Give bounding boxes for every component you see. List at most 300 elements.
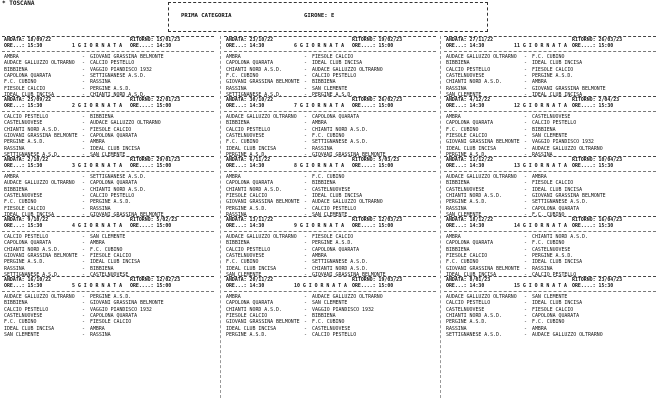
away-team: IDEAL CLUB INCISA <box>532 92 583 96</box>
home-team: BIBBIENA <box>446 246 470 253</box>
header-divider <box>224 111 436 112</box>
header-divider <box>2 231 214 232</box>
away-team: PERGINE A.S.D. <box>532 252 574 259</box>
match-separator: - <box>304 113 307 120</box>
away-team: GIOVANI GRASSINA BELMONTE <box>312 272 386 276</box>
away-team: PERGINE A.S.D. <box>312 240 354 247</box>
match-separator: - <box>82 152 85 156</box>
schedule-column-3 <box>444 36 656 336</box>
away-team: FIESOLE CALCIO <box>90 319 132 326</box>
home-team: CALCIO PESTELLO <box>446 66 491 73</box>
match-separator: - <box>82 325 85 332</box>
andata-time: ORE...: 14:30 <box>226 43 265 50</box>
away-team: RASSINA <box>90 205 111 212</box>
home-team: SAN CLEMENTE <box>446 212 482 216</box>
away-team: RASSINA <box>90 332 111 336</box>
home-team: CAPOLONA QUARATA <box>226 180 274 187</box>
andata-date: ANDATA: 11/12/22 <box>446 157 494 163</box>
giornata-row <box>444 223 656 229</box>
match-separator: - <box>524 92 527 96</box>
home-team: CALCIO PESTELLO <box>4 113 49 120</box>
match-separator: - <box>82 53 85 60</box>
away-team: CALCIO PESTELLO <box>90 192 135 199</box>
giornata-number: 10 G I O R N A T A <box>294 283 347 290</box>
andata-time: ORE...: 14:30 <box>446 103 485 110</box>
header-divider <box>224 291 436 292</box>
match-separator: - <box>82 180 85 187</box>
ritorno-date: RITORNO: 16/04/23 <box>572 217 623 223</box>
home-team: SAN CLEMENTE <box>446 92 482 96</box>
header-divider <box>2 111 214 112</box>
away-team: IDEAL CLUB INCISA <box>532 186 583 193</box>
match-separator: - <box>524 212 527 216</box>
match-separator: - <box>524 120 527 127</box>
match-row <box>2 332 214 336</box>
match-separator: - <box>524 60 527 67</box>
away-team: SAN CLEMENTE <box>312 300 348 307</box>
away-team: CAPOLONA QUARATA <box>312 113 360 120</box>
ritorno-date: RITORNO: 2/04/23 <box>572 97 620 103</box>
home-team: CALCIO PESTELLO <box>446 300 491 307</box>
giornata-row <box>224 283 436 289</box>
andata-time: ORE...: 15:30 <box>4 283 43 290</box>
away-team: IDEAL CLUB INCISA <box>90 259 141 266</box>
home-team: AMBRA <box>226 53 241 60</box>
home-team: CALCIO PESTELLO <box>226 246 271 253</box>
away-team: RASSINA <box>312 145 333 152</box>
home-team: CHIANTI NORD A.S.D. <box>226 186 282 193</box>
match-separator: - <box>304 186 307 193</box>
home-team: CALCIO PESTELLO <box>4 233 49 240</box>
match-separator: - <box>304 152 307 156</box>
home-team: SETTIGNANESE A.S.D. <box>446 332 502 336</box>
ritorno-time: ORE....: 14:30 <box>130 43 172 50</box>
away-team: F.C. CUBINO <box>532 53 565 60</box>
header-divider <box>224 231 436 232</box>
match-separator: - <box>524 152 527 156</box>
away-team: PERGINE A.S.D. <box>532 72 574 79</box>
andata-time: ORE...: 15:30 <box>4 103 43 110</box>
header-divider <box>444 231 656 232</box>
ritorno-date: RITORNO: 5/03/23 <box>352 157 400 163</box>
giornata-block <box>2 156 214 216</box>
match-separator: - <box>304 66 307 73</box>
away-team: FIESOLE CALCIO <box>532 180 574 187</box>
home-team: CASTELNUOVESE <box>446 186 485 193</box>
home-team: CASTELNUOVESE <box>4 312 43 319</box>
home-team: AUDACE GALLUZZO OLTRARNO <box>226 113 297 120</box>
giornata-number: 2 G I O R N A T A <box>72 103 123 110</box>
away-team: F.C. CUBINO <box>312 173 345 180</box>
ritorno-time: ORE....: 15:00 <box>130 223 172 230</box>
match-separator: - <box>524 132 527 139</box>
away-team: GIOVANI GRASSINA BELMONTE <box>90 300 164 307</box>
match-separator: - <box>524 300 527 307</box>
home-team: RASSINA <box>446 85 467 92</box>
home-team: CHIANTI NORD A.S.D. <box>446 192 502 199</box>
home-team: SETTIGNANESE A.S.D. <box>4 272 60 276</box>
match-separator: - <box>304 212 307 216</box>
home-team: AUDACE GALLUZZO OLTRARNO <box>4 293 75 300</box>
home-team: AMBRA <box>226 173 241 180</box>
match-separator: - <box>82 265 85 272</box>
andata-date: ANDATA: 27/11/22 <box>446 37 494 43</box>
match-separator: - <box>524 199 527 206</box>
match-separator: - <box>524 332 527 336</box>
andata-date: ANDATA: 8/01/23 <box>446 277 491 283</box>
giornata-block <box>444 156 656 216</box>
match-separator: - <box>304 312 307 319</box>
match-separator: - <box>82 252 85 259</box>
giornata-block <box>444 216 656 276</box>
ritorno-time: ORE....: 15:00 <box>352 103 394 110</box>
ritorno-date: RITORNO: 10/04/23 <box>572 157 623 163</box>
home-team: IDEAL CLUB INCISA <box>446 272 497 276</box>
away-team: BIBBIENA <box>90 265 114 272</box>
match-separator: - <box>82 139 85 146</box>
match-separator: - <box>304 325 307 332</box>
match-separator: - <box>304 126 307 133</box>
home-team: IDEAL CLUB INCISA <box>226 145 277 152</box>
ritorno-time: ORE....: 15:30 <box>572 103 614 110</box>
match-separator: - <box>304 272 307 276</box>
match-row <box>224 332 436 336</box>
home-team: GIOVANI GRASSINA BELMONTE <box>226 319 300 326</box>
match-separator: - <box>304 205 307 212</box>
match-separator: - <box>524 306 527 313</box>
ritorno-date: RITORNO: 15/01/23 <box>130 37 181 43</box>
home-team: CALCIO PESTELLO <box>4 306 49 313</box>
home-team: CHIANTI NORD A.S.D. <box>4 126 60 133</box>
home-team: PERGINE A.S.D. <box>446 199 488 206</box>
andata-time: ORE...: 14:30 <box>446 163 485 170</box>
home-team: PERGINE A.S.D. <box>4 139 46 146</box>
home-team: RASSINA <box>446 205 467 212</box>
giornata-row <box>224 43 436 49</box>
away-team: CASTELNUOVESE <box>90 272 129 276</box>
andata-date: ANDATA: 23/10/22 <box>226 37 274 43</box>
home-team: CAPOLONA QUARATA <box>4 240 52 247</box>
match-separator: - <box>304 265 307 272</box>
giornata-number: 6 G I O R N A T A <box>294 43 345 50</box>
home-team: RASSINA <box>4 145 25 152</box>
away-team: FIESOLE CALCIO <box>532 306 574 313</box>
away-team: F.C. CUBINO <box>312 132 345 139</box>
ritorno-date: RITORNO: 26/03/23 <box>572 37 623 43</box>
home-team: BIBBIENA <box>226 120 250 127</box>
match-separator: - <box>304 332 307 336</box>
away-team: GIOVANI GRASSINA BELMONTE <box>90 212 164 216</box>
match-separator: - <box>304 92 307 96</box>
home-team: CASTELNUOVESE <box>4 192 43 199</box>
home-team: CAPOLONA QUARATA <box>4 72 52 79</box>
home-team: CAPOLONA QUARATA <box>226 60 274 67</box>
away-team: FIESOLE CALCIO <box>90 252 132 259</box>
giornata-row <box>2 163 214 169</box>
home-team: FIESOLE CALCIO <box>446 252 488 259</box>
match-separator: - <box>82 145 85 152</box>
giornata-number: 13 G I O R N A T A <box>514 163 567 170</box>
away-team: BIBBIENA <box>312 180 336 187</box>
match-separator: - <box>304 173 307 180</box>
match-separator: - <box>304 180 307 187</box>
match-separator: - <box>524 312 527 319</box>
away-team: IDEAL CLUB INCISA <box>312 60 363 67</box>
match-separator: - <box>304 252 307 259</box>
away-team: AMBRA <box>312 252 327 259</box>
giornata-number: 4 G I O R N A T A <box>72 223 123 230</box>
giornata-row <box>224 223 436 229</box>
away-team: PERGINE A.S.D. <box>90 85 132 92</box>
away-team: GIOVANI GRASSINA BELMONTE <box>532 192 606 199</box>
ritorno-time: ORE....: 15:00 <box>352 163 394 170</box>
giornata-number: 1 G I O R N A T A <box>72 43 123 50</box>
home-team: AMBRA <box>4 173 19 180</box>
home-team: BIBBIENA <box>226 240 250 247</box>
match-separator: - <box>524 272 527 276</box>
giornata-block <box>2 216 214 276</box>
andata-time: ORE...: 14:30 <box>446 223 485 230</box>
home-team: BIBBIENA <box>4 66 28 73</box>
home-team: F.C. CUBINO <box>226 139 259 146</box>
match-separator: - <box>524 192 527 199</box>
home-team: F.C. CUBINO <box>4 199 37 206</box>
away-team: SETTIGNANESE A.S.D. <box>532 199 588 206</box>
away-team: AUDACE GALLUZZO OLTRARNO <box>532 332 603 336</box>
home-team: CAPOLONA QUARATA <box>446 120 494 127</box>
away-team: SETTIGNANESE A.S.D. <box>312 139 368 146</box>
ritorno-date: RITORNO: 19/02/23 <box>352 37 403 43</box>
away-team: AMBRA <box>90 325 105 332</box>
match-separator: - <box>82 92 85 96</box>
match-separator: - <box>304 120 307 127</box>
away-team: CHIANTI NORD A.S.D. <box>532 233 588 240</box>
match-separator: - <box>304 79 307 86</box>
home-team: CHIANTI NORD A.S.D. <box>446 79 502 86</box>
ritorno-time: ORE....: 15:30 <box>572 283 614 290</box>
andata-time: ORE...: 15:30 <box>4 163 43 170</box>
giornata-block <box>444 276 656 336</box>
match-separator: - <box>304 132 307 139</box>
match-separator: - <box>524 113 527 120</box>
away-team: PERGINE A.S.D. <box>312 92 354 96</box>
match-separator: - <box>82 319 85 326</box>
home-team: BIBBIENA <box>446 60 470 67</box>
ritorno-date: RITORNO: 12/02/23 <box>130 277 181 283</box>
ritorno-date: RITORNO: 5/02/23 <box>130 217 178 223</box>
ritorno-time: ORE....: 15:30 <box>572 223 614 230</box>
away-team: SETTIGNANESE A.S.D. <box>90 173 146 180</box>
away-team: IDEAL CLUB INCISA <box>532 60 583 67</box>
home-team: GIOVANI GRASSINA BELMONTE <box>226 79 300 86</box>
home-team: CASTELNUOVESE <box>4 120 43 127</box>
away-team: F.C. CUBINO <box>532 240 565 247</box>
giornata-block <box>444 36 656 96</box>
away-team: SETTIGNANESE A.S.D. <box>90 72 146 79</box>
home-team: SAN CLEMENTE <box>226 272 262 276</box>
match-separator: - <box>304 85 307 92</box>
ritorno-date: RITORNO: 29/01/23 <box>130 157 181 163</box>
andata-time: ORE...: 14:30 <box>226 283 265 290</box>
andata-time: ORE...: 14:30 <box>226 103 265 110</box>
home-team: F.C. CUBINO <box>446 259 479 266</box>
away-team: AUDACE GALLUZZO OLTRARNO <box>312 293 383 300</box>
home-team: CHIANTI NORD A.S.D. <box>4 246 60 253</box>
home-team: CASTELNUOVESE <box>226 252 265 259</box>
andata-date: ANDATA: 9/10/22 <box>4 217 49 223</box>
away-team: SAN CLEMENTE <box>532 132 568 139</box>
away-team: IDEAL CLUB INCISA <box>312 192 363 199</box>
header-divider <box>444 291 656 292</box>
match-separator: - <box>524 325 527 332</box>
away-team: FIESOLE CALCIO <box>90 126 132 133</box>
match-separator: - <box>524 240 527 247</box>
home-team: SETTIGNANESE A.S.D. <box>4 152 60 156</box>
away-team: PERGINE A.S.D. <box>90 199 132 206</box>
away-team: F.C. CUBINO <box>532 212 565 216</box>
away-team: CAPOLONA QUARATA <box>312 246 360 253</box>
match-separator: - <box>524 205 527 212</box>
match-row <box>444 332 656 336</box>
andata-time: ORE...: 14:30 <box>226 163 265 170</box>
andata-time: ORE...: 14:30 <box>446 43 485 50</box>
giornata-block <box>224 276 436 336</box>
home-team: RASSINA <box>446 325 467 332</box>
giornata-row <box>2 103 214 109</box>
giornata-block <box>444 96 656 156</box>
header-divider <box>224 171 436 172</box>
home-team: CHIANTI NORD A.S.D. <box>446 312 502 319</box>
home-team: AUDACE GALLUZZO OLTRARNO <box>446 173 517 180</box>
andata-time: ORE...: 15:30 <box>4 223 43 230</box>
header-divider <box>444 171 656 172</box>
match-separator: - <box>304 319 307 326</box>
away-team: CAPOLONA QUARATA <box>90 312 138 319</box>
giornata-number: 3 G I O R N A T A <box>72 163 123 170</box>
category-title: PRIMA CATEGORIA <box>181 13 232 19</box>
home-team: F.C. CUBINO <box>226 259 259 266</box>
away-team: CALCIO PESTELLO <box>532 272 577 276</box>
match-separator: - <box>524 145 527 152</box>
home-team: BIBBIENA <box>4 300 28 307</box>
ritorno-date: RITORNO: 26/02/23 <box>352 97 403 103</box>
away-team: SAN CLEMENTE <box>532 293 568 300</box>
away-team: SAN CLEMENTE <box>90 152 126 156</box>
andata-date: ANDATA: 25/09/22 <box>4 97 52 103</box>
header-divider <box>2 291 214 292</box>
away-team: CALCIO PESTELLO <box>532 120 577 127</box>
match-separator: - <box>82 259 85 266</box>
away-team: CALCIO PESTELLO <box>90 60 135 67</box>
home-team: CAPOLONA QUARATA <box>226 300 274 307</box>
away-team: GIOVANI GRASSINA BELMONTE <box>90 53 164 60</box>
away-team: CALCIO PESTELLO <box>312 205 357 212</box>
match-separator: - <box>82 120 85 127</box>
schedule-column-2 <box>224 36 436 336</box>
ritorno-time: ORE....: 15:00 <box>572 43 614 50</box>
home-team: FIESOLE CALCIO <box>446 132 488 139</box>
home-team: PERGINE A.S.D. <box>226 332 268 336</box>
giornata-number: 14 G I O R N A T A <box>514 223 567 230</box>
away-team: SAN CLEMENTE <box>312 85 348 92</box>
match-separator: - <box>524 265 527 272</box>
home-team: IDEAL CLUB INCISA <box>4 325 55 332</box>
match-separator: - <box>524 293 527 300</box>
away-team: CAPOLONA QUARATA <box>532 312 580 319</box>
match-separator: - <box>304 60 307 67</box>
home-team: GIOVANI GRASSINA BELMONTE <box>4 252 78 259</box>
away-team: RASSINA <box>532 265 553 272</box>
home-team: FIESOLE CALCIO <box>4 205 46 212</box>
match-separator: - <box>82 192 85 199</box>
match-separator: - <box>82 66 85 73</box>
match-separator: - <box>82 186 85 193</box>
away-team: AMBRA <box>312 120 327 127</box>
match-separator: - <box>524 139 527 146</box>
match-separator: - <box>82 126 85 133</box>
ritorno-date: RITORNO: 23/04/23 <box>572 277 623 283</box>
match-separator: - <box>82 306 85 313</box>
match-separator: - <box>524 173 527 180</box>
match-separator: - <box>304 145 307 152</box>
away-team: SAN CLEMENTE <box>90 233 126 240</box>
home-team: IDEAL CLUB INCISA <box>4 92 55 96</box>
home-team: F.C. CUBINO <box>446 126 479 133</box>
match-separator: - <box>304 199 307 206</box>
home-team: AUDACE GALLUZZO OLTRARNO <box>446 53 517 60</box>
giornata-row <box>444 283 656 289</box>
away-team: AMBRA <box>532 325 547 332</box>
home-team: BIBBIENA <box>4 186 28 193</box>
match-separator: - <box>82 60 85 67</box>
away-team: F.C. CUBINO <box>90 246 123 253</box>
andata-date: ANDATA: 16/10/22 <box>4 277 52 283</box>
header-divider <box>444 111 656 112</box>
match-separator: - <box>304 72 307 79</box>
giornata-number: 5 G I O R N A T A <box>72 283 123 290</box>
ritorno-time: ORE....: 15:00 <box>352 43 394 50</box>
giornata-block <box>224 216 436 276</box>
home-team: RASSINA <box>226 85 247 92</box>
andata-time: ORE...: 14:30 <box>446 283 485 290</box>
away-team: AMBRA <box>532 173 547 180</box>
away-team: AMBRA <box>532 79 547 86</box>
match-separator: - <box>82 113 85 120</box>
home-team: CASTELNUOVESE <box>446 72 485 79</box>
schedule-column-1 <box>2 36 214 336</box>
home-team: BIBBIENA <box>446 180 470 187</box>
match-separator: - <box>82 79 85 86</box>
match-separator: - <box>82 72 85 79</box>
home-team: SAN CLEMENTE <box>4 332 40 336</box>
home-team: FIESOLE CALCIO <box>226 192 268 199</box>
away-team: CALCIO PESTELLO <box>312 72 357 79</box>
giornata-row <box>2 43 214 49</box>
giornata-number: 8 G I O R N A T A <box>294 163 345 170</box>
match-separator: - <box>82 85 85 92</box>
ritorno-time: ORE....: 15:00 <box>352 283 394 290</box>
away-team: F.C. CUBINO <box>312 319 345 326</box>
giornata-number: 12 G I O R N A T A <box>514 103 567 110</box>
giornata-row <box>444 163 656 169</box>
giornata-block <box>2 96 214 156</box>
match-separator: - <box>524 259 527 266</box>
away-team: BIBBIENA <box>532 126 556 133</box>
away-team: SETTIGNANESE A.S.D. <box>312 259 368 266</box>
home-team: IDEAL CLUB INCISA <box>226 265 277 272</box>
ritorno-time: ORE....: 15:00 <box>130 163 172 170</box>
home-team: PERGINE A.S.D. <box>446 152 488 156</box>
